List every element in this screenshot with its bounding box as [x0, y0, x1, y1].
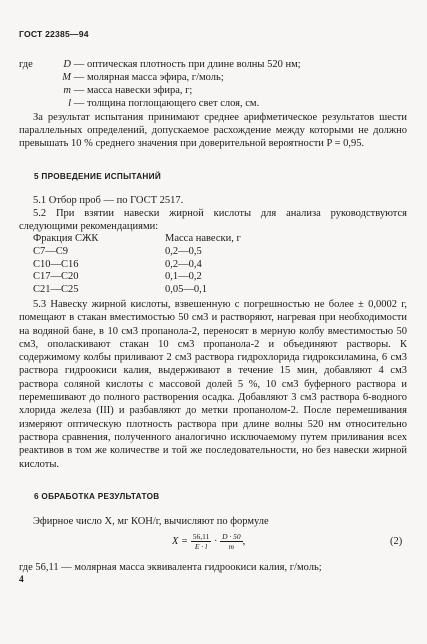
table-cell: С10—С16: [33, 258, 79, 270]
fraction-table: [33, 233, 241, 297]
page-number: 4: [19, 575, 24, 585]
definition-l: [19, 97, 259, 110]
definition-text: толщина поглощающего свет слоя, см.: [87, 98, 260, 109]
definition-dash: —: [73, 72, 85, 83]
definition-d: [19, 58, 301, 71]
fraction-numerator: D · 50: [222, 532, 241, 541]
table-row: [33, 271, 241, 284]
definition-dash: —: [73, 98, 85, 109]
clause-5-1: 5.1 Отбор проб — по ГОСТ 2517.: [33, 195, 184, 206]
table-row: [33, 259, 241, 272]
definition-text: оптическая плотность при длине волны 520 нм;: [87, 59, 301, 70]
section-5-heading: 5 ПРОВЕДЕНИЕ ИСПЫТАНИЙ: [34, 172, 162, 181]
table-cell: С17—С20: [33, 271, 79, 283]
table-cell: 0,1—0,2: [165, 271, 202, 283]
formula-dot: ·: [213, 535, 218, 547]
formula-2: [172, 532, 245, 551]
formula-intro: Эфирное число X, мг КОН/г, вычисляют по формуле: [33, 516, 269, 527]
definition-symbol: l: [68, 98, 71, 109]
fraction-denominator: E · l: [194, 542, 208, 551]
definition-dash: —: [73, 85, 85, 96]
definition-symbol: D: [63, 59, 71, 70]
formula-number: (2): [390, 536, 403, 547]
fraction-numerator: 56,11: [192, 532, 210, 541]
formula-lhs: X =: [172, 535, 189, 547]
section-6-heading: 6 ОБРАБОТКА РЕЗУЛЬТАТОВ: [34, 492, 160, 501]
definition-lead: где: [19, 59, 33, 70]
result-paragraph: За результат испытания принимают среднее арифметическое результатов шести параллельных определений, допускаемое расхождение между которыми не должно превышать 10 % среднего значения при доверительной вероятности P = 0,95.: [19, 112, 407, 150]
definition-m-molar: [19, 71, 224, 84]
table-row: [33, 284, 241, 297]
column-header: Фракция СЖК: [33, 233, 99, 244]
definition-symbol: M: [62, 72, 71, 83]
table-cell: 0,2—0,5: [165, 245, 202, 257]
definition-dash: —: [73, 59, 85, 70]
fraction-denominator: m: [228, 542, 235, 551]
formula-where: где 56,11 — молярная масса эквивалента гидроокиси калия, г/моль;: [19, 562, 322, 573]
formula-fraction-2: [220, 532, 243, 551]
standard-header: ГОСТ 22385—94: [19, 29, 89, 39]
table-cell: 0,2—0,4: [165, 258, 202, 270]
definition-m-mass: [19, 84, 192, 97]
table-row: [33, 246, 241, 259]
formula-fraction-1: [191, 532, 212, 551]
table-header-row: [33, 233, 241, 246]
table-cell: 0,05—0,1: [165, 284, 207, 296]
table-cell: С7—С9: [33, 245, 69, 257]
column-header: Масса навески, г: [165, 233, 241, 244]
definition-symbol: m: [63, 85, 71, 96]
table-cell: С21—С25: [33, 284, 79, 296]
formula-end: ,: [242, 535, 246, 547]
clause-5-2: 5.2 При взятии навески жирной кислоты для анализа руководствуются следующими рекомендациями:: [19, 208, 407, 233]
definition-text: молярная масса эфира, г/моль;: [87, 72, 224, 83]
clause-5-3: 5.3 Навеску жирной кислоты, взвешенную с погрешностью не более ± 0,0002 г, помещают в стакан вместимостью 50 см3 и растворяют, нагревая при необходимости на водяной бане, в 10 см3 пропанола-2, переносят в мерную колбу вместимостью 50 см3, ополаскивают стакан 10 см3 пропанола-2 и объединяют растворы. К содержимому колбы приливают 2 см3 раствора гидрохлорида гидроксиламина, 6 см3 раствора гидроокиси калия, выдерживают в течение 15 мин, добавляют 4 см3 раствора соляной кислоты с массовой долей 5 %, 10 см3 буферного раствора и перемешивают до полного растворения осадка. Добавляют 3 см3 раствора 6-водного хлорида железа (III) и разбавляют до метки пропанолом-2. После перемешивания измеряют оптическую плотность раствора при длине волны 520 нм относительно раствора сравнения, полученного аналогично исключаемому путем приливания всех реактивов в том же количестве и той же последовательности, но без навески жирной кислоты.: [19, 299, 407, 470]
definition-text: масса навески эфира, г;: [87, 85, 193, 96]
